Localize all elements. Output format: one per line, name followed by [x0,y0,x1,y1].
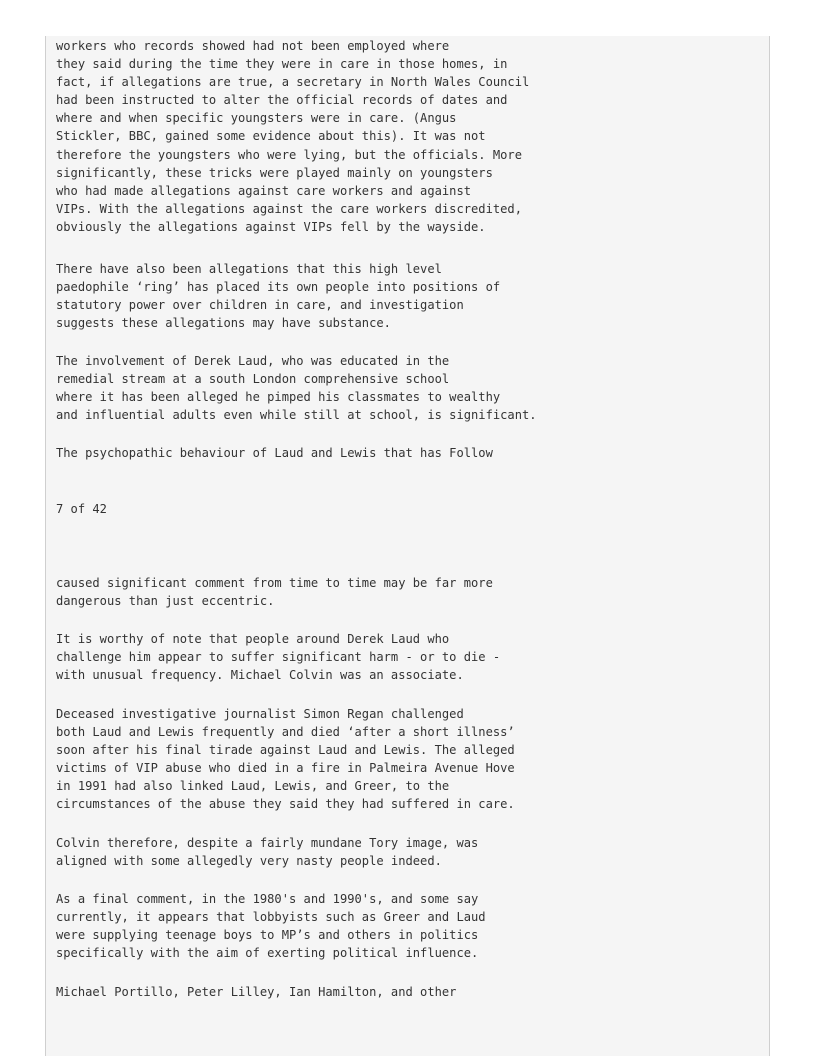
paragraph-portillo: Michael Portillo, Peter Lilley, Ian Hamilton, and other [56,985,457,999]
paragraph-records-altered: workers who records showed had not been employed where they said during the time they were in care in those homes, in fact, if allegations are true, a secretary in North Wales Council had been instructed to alter the official records of dates and where and when specific youngsters were in care. (Angus Stickler, BBC, gained some evidence about this). It was not therefore the youngsters who were lying, but the officials. More significantly, these tricks were played mainly on youngsters who had made allegations against care workers and against VIPs. With the allegations against the care workers discredited, obviously the allegations against VIPs fell by the wayside. [56,39,530,234]
paragraph-worthy-of-note: It is worthy of note that people around Derek Laud who challenge him appear to suffer significant harm - or to die - with unusual frequency. Michael Colvin was an associate. [56,632,501,683]
paragraph-derek-laud: The involvement of Derek Laud, who was educated in the remedial stream at a south London comprehensive school where it has been alleged he pimped his classmates to wealthy and influential adults even while still at school, is significant. [56,354,537,423]
paragraph-simon-regan: Deceased investigative journalist Simon Regan challenged both Laud and Lewis frequently and died ‘after a short illness’ soon after his final tirade against Laud and Lewis. The alleged victims of VIP abuse who died in a fire in Palmeira Avenue Hove in 1991 had also linked Laud, Lewis, and Greer, to the circumstances of the abuse they said they had suffered in care. [56,707,515,812]
paragraph-psychopathic-behaviour: The psychopathic behaviour of Laud and Lewis that has Follow [56,446,493,460]
paragraph-paedophile-ring: There have also been allegations that this high level paedophile ‘ring’ has placed its own people into positions of statutory power over children in care, and investigation suggests these allegations may have substance. [56,262,501,331]
paragraph-colvin: Colvin therefore, despite a fairly mundane Tory image, was aligned with some allegedly very nasty people indeed. [56,836,479,869]
paragraph-final-comment: As a final comment, in the 1980's and 1990's, and some say currently, it appears that lobbyists such as Greer and Laud were supplying teenage boys to MP’s and others in politics specifically with the aim of exerting political influence. [56,892,486,961]
page-number: 7 of 42 [56,502,107,516]
paragraph-significant-comment: caused significant comment from time to time may be far more dangerous than just eccentric. [56,576,493,609]
